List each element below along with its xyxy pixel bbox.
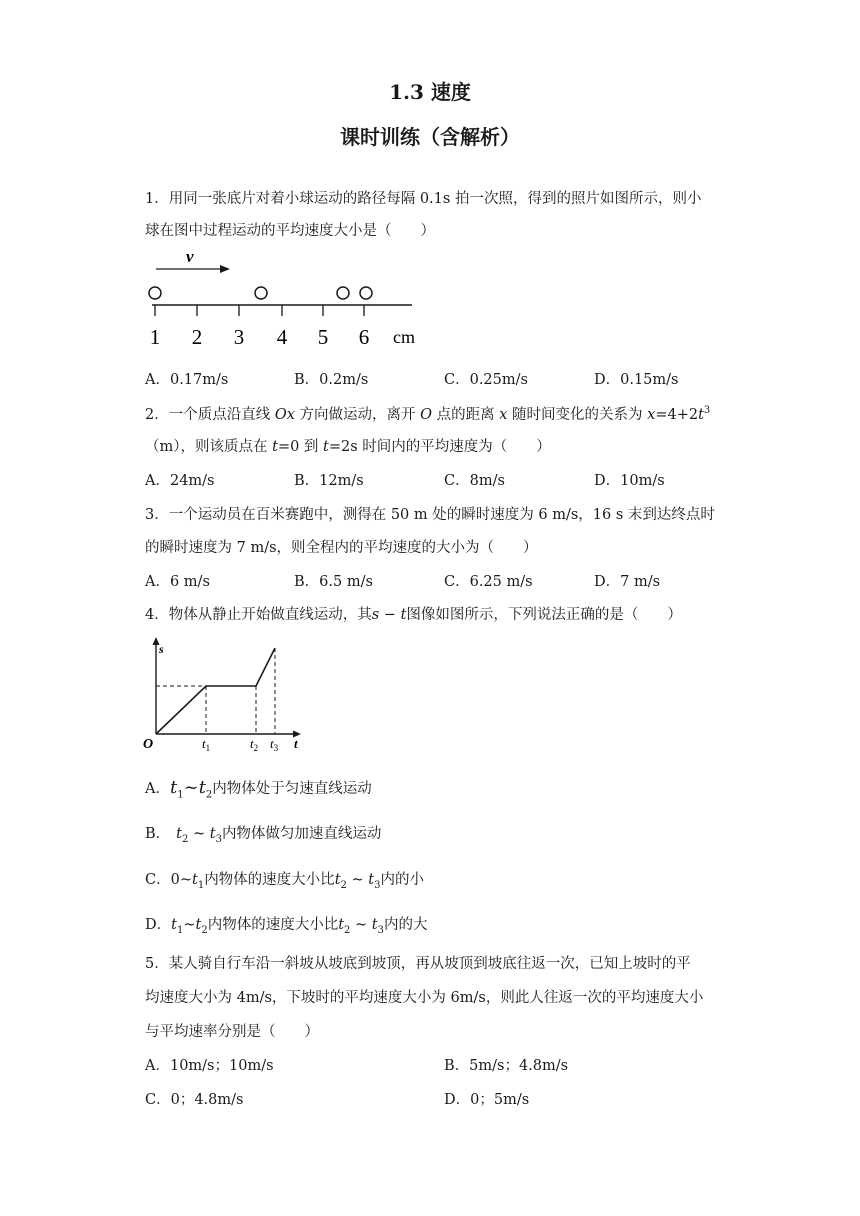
q4-t2-label: $t_2$ <box>250 736 259 752</box>
q1-tick-label-6: 6 <box>358 325 370 349</box>
q3-option-a[interactable]: A．6 m/s <box>145 574 210 590</box>
q4-option-b[interactable]: B． $t_2$ ~ $t_3$内物体做匀加速直线运动 <box>145 826 382 845</box>
q5-option-c[interactable]: C．0；4.8m/s <box>145 1092 244 1108</box>
q3-option-d[interactable]: D．7 m/s <box>594 574 661 590</box>
q1-option-d[interactable]: D．0.15m/s <box>594 372 679 388</box>
q4-st-graph <box>140 636 310 752</box>
q1-figure <box>140 252 440 352</box>
q1-ball-3 <box>337 287 349 299</box>
q4-option-a[interactable]: A．$t_1\sim t_2$内物体处于匀速直线运动 <box>145 777 372 801</box>
q3-text-line1: 3．一个运动员在百米赛跑中，测得在 50 m 处的瞬时速度为 6 m/s，16 s 末到达终点时 <box>145 507 715 523</box>
page-title: 1.3 速度 <box>389 80 471 104</box>
q1-text-line1: 1．用同一张底片对着小球运动的路径每隔 0.1s 拍一次照，得到的照片如图所示，则小 <box>145 191 702 207</box>
q1-ball-2 <box>255 287 267 299</box>
q4-y-axis-label: s <box>159 642 164 656</box>
q4-text-line1: 4．物体从静止开始做直线运动，其s − t图像如图所示，下列说法正确的是（ ） <box>145 607 682 623</box>
q5-text-line2: 均速度大小为 4m/s，下坡时的平均速度大小为 6m/s，则此人往返一次的平均速度大小 <box>145 990 704 1006</box>
q2-option-d[interactable]: D．10m/s <box>594 473 665 489</box>
q1-tick-label-2: 2 <box>191 325 203 349</box>
q4-t3-label: $t_3$ <box>270 736 279 752</box>
q1-option-a[interactable]: A．0.17m/s <box>145 372 229 388</box>
q5-option-b[interactable]: B．5m/s；4.8m/s <box>444 1058 569 1074</box>
q1-option-b[interactable]: B．0.2m/s <box>294 372 369 388</box>
q3-option-c[interactable]: C．6.25 m/s <box>444 574 533 590</box>
q1-unit-label: cm <box>393 327 415 347</box>
q2-option-c[interactable]: C．8m/s <box>444 473 505 489</box>
q1-ball-1 <box>149 287 161 299</box>
q5-text-line3: 与平均速率分别是（ ） <box>145 1024 319 1040</box>
q1-tick-label-4: 4 <box>276 325 288 349</box>
q1-text-line2: 球在图中过程运动的平均速度大小是（ ） <box>145 223 435 239</box>
q2-option-a[interactable]: A．24m/s <box>145 473 215 489</box>
q2-option-b[interactable]: B．12m/s <box>294 473 364 489</box>
q1-tick-label-3: 3 <box>233 325 245 349</box>
q4-origin-label: O <box>143 737 154 752</box>
q4-option-c[interactable]: C．$0\sim t_1$内物体的速度大小比$t_2$ ~ $t_3$内的小 <box>145 872 424 891</box>
q4-graph-line <box>156 648 275 734</box>
q1-ball-4 <box>360 287 372 299</box>
q3-option-b[interactable]: B．6.5 m/s <box>294 574 373 590</box>
q1-velocity-label: v <box>186 252 194 266</box>
q4-t1-label: $t_1$ <box>202 736 211 752</box>
q2-text-line2: （m），则该质点在 t=0 到 t=2s 时间内的平均速度为（ ） <box>145 439 551 455</box>
q4-x-axis-label: t <box>294 736 298 751</box>
q1-tick-label-5: 5 <box>317 325 329 349</box>
q2-text-line1: 2．一个质点沿直线 Ox 方向做运动，离开 O 点的距离 x 随时间变化的关系为 $x=4+2t^3$ <box>145 405 711 423</box>
q1-option-c[interactable]: C．0.25m/s <box>444 372 528 388</box>
q4-option-d[interactable]: D．$t_1\sim t_2$内物体的速度大小比$t_2$ ~ $t_3$内的大 <box>145 917 428 936</box>
q5-option-d[interactable]: D．0；5m/s <box>444 1092 530 1108</box>
q5-text-line1: 5．某人骑自行车沿一斜坡从坡底到坡顶，再从坡顶到坡底往返一次，已知上坡时的平 <box>145 956 691 972</box>
q3-text-line2: 的瞬时速度为 7 m/s，则全程内的平均速度的大小为（ ） <box>145 540 538 556</box>
q1-tick-label-1: 1 <box>149 325 161 349</box>
page-subtitle: 课时训练（含解析） <box>340 125 520 149</box>
q1-velocity-arrowhead <box>220 265 230 273</box>
q5-option-a[interactable]: A．10m/s；10m/s <box>145 1058 274 1074</box>
